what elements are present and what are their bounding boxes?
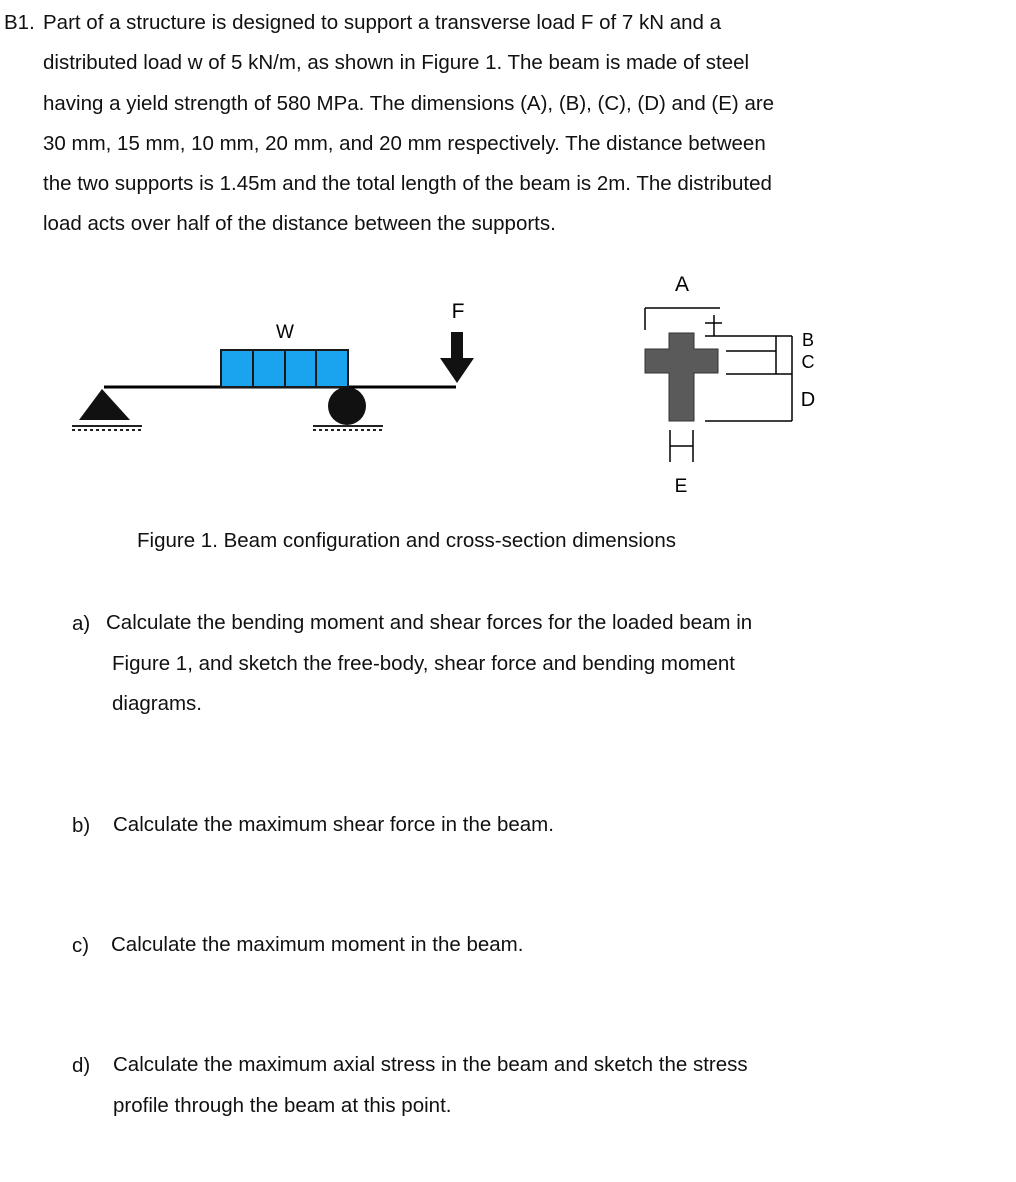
problem-line: the two supports is 1.45m and the total length of the beam is 2m. The distributed bbox=[43, 172, 772, 196]
problem-line: 30 mm, 15 mm, 10 mm, 20 mm, and 20 mm respectively. The distance between bbox=[43, 131, 766, 155]
label-a: A bbox=[674, 273, 690, 296]
problem-line: load acts over half of the distance between the supports. bbox=[43, 212, 556, 236]
cross-section-shape bbox=[645, 333, 718, 421]
figure-1 bbox=[0, 260, 1016, 500]
pin-support bbox=[72, 389, 142, 430]
problem-text bbox=[43, 3, 774, 245]
label-f: F bbox=[451, 300, 465, 323]
question-label: c) bbox=[72, 934, 90, 957]
roller-support bbox=[313, 387, 383, 430]
label-w: W bbox=[276, 322, 294, 343]
dimension-e bbox=[670, 430, 693, 462]
question-text bbox=[113, 1045, 748, 1126]
problem-line: Part of a structure is designed to support a transverse load F of 7 kN and a bbox=[43, 11, 722, 34]
problem-line: having a yield strength of 580 MPa. The dimensions (A), (B), (C), (D) and (E) are bbox=[43, 91, 775, 115]
question-text bbox=[106, 603, 752, 725]
question-line: Calculate the maximum shear force in the beam. bbox=[113, 813, 554, 836]
question-label: a) bbox=[72, 612, 91, 635]
question-line: Calculate the maximum moment in the beam. bbox=[111, 933, 524, 956]
question-line: Figure 1, and sketch the free-body, shear force and bending moment bbox=[112, 651, 735, 675]
distributed-load bbox=[221, 350, 348, 387]
point-load-arrow bbox=[440, 332, 474, 383]
figure-caption: Figure 1. Beam configuration and cross-section dimensions bbox=[137, 529, 676, 552]
problem-line: distributed load w of 5 kN/m, as shown in Figure 1. The beam is made of steel bbox=[43, 51, 750, 75]
question-line: profile through the beam at this point. bbox=[113, 1093, 452, 1117]
label-e: E bbox=[674, 476, 688, 497]
problem-label: B1. bbox=[4, 11, 35, 34]
question-text bbox=[113, 805, 554, 846]
question-line: Calculate the bending moment and shear forces for the loaded beam in bbox=[106, 611, 753, 634]
question-label: b) bbox=[72, 814, 91, 837]
label-d: D bbox=[800, 389, 816, 411]
question-label: d) bbox=[72, 1054, 91, 1077]
label-b: B bbox=[801, 330, 815, 350]
question-text bbox=[111, 925, 523, 966]
question-line: diagrams. bbox=[112, 692, 203, 715]
label-c: C bbox=[801, 352, 815, 372]
question-line: Calculate the maximum axial stress in the beam and sketch the stress bbox=[113, 1053, 748, 1076]
dimension-a bbox=[645, 308, 722, 336]
